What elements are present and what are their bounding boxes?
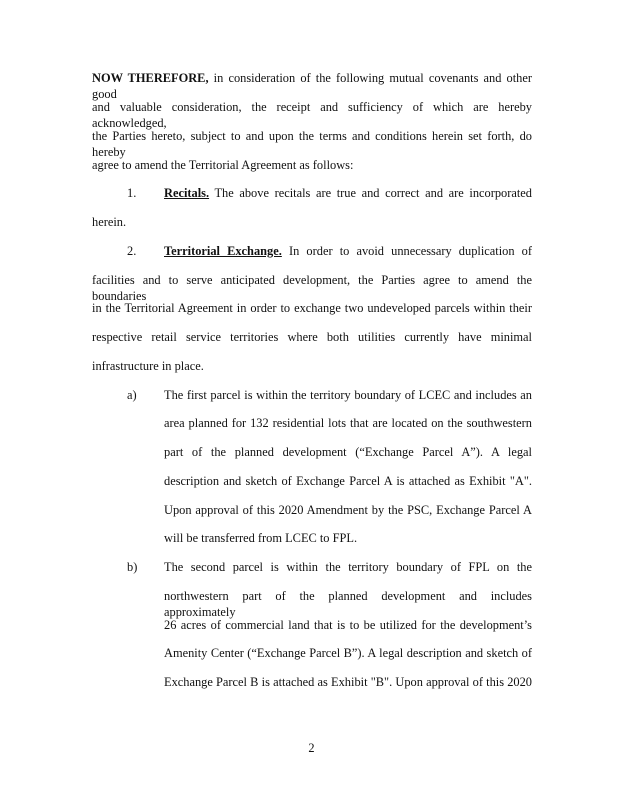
page-number: 2	[308, 741, 315, 755]
item-b-marker: b)	[127, 560, 138, 574]
section-1-line-1-text: The above recitals are true and correct and are incorporated	[209, 186, 532, 200]
item-a-line: Upon approval of this 2020 Amendment by the PSC, Exchange Parcel A	[164, 503, 532, 517]
section-1-line-2: herein.	[92, 215, 127, 229]
item-a-line: description and sketch of Exchange Parcel A is attached as Exhibit "A".	[164, 474, 532, 488]
section-2-line-1-text: In order to avoid unnecessary duplication of	[281, 244, 533, 258]
item-a-marker: a)	[127, 388, 137, 402]
item-a-line: part of the planned development (“Exchange Parcel A”). A legal	[164, 445, 532, 459]
intro-line-3: the Parties hereto, subject to and upon the terms and conditions herein set forth, do hereby	[92, 129, 532, 159]
section-1-number: 1.	[127, 186, 137, 200]
section-2-heading: Territorial Exchange.	[164, 244, 282, 258]
item-b-line: 26 acres of commercial land that is to be utilized for the development’s	[164, 618, 532, 632]
intro-lead: NOW THEREFORE,	[92, 71, 209, 85]
section-2-number: 2.	[127, 244, 137, 258]
section-2-line-2: facilities and to serve anticipated development, the Parties agree to amend the boundaries	[92, 273, 532, 303]
item-a-line: area planned for 132 residential lots that are located on the southwestern	[164, 416, 532, 430]
item-b-line: The second parcel is within the territory boundary of FPL on the	[164, 560, 532, 574]
section-1-heading: Recitals.	[164, 186, 210, 200]
intro-line-4: agree to amend the Territorial Agreement as follows:	[92, 158, 354, 172]
intro-line-2: and valuable consideration, the receipt and sufficiency of which are hereby acknowledged,	[92, 100, 532, 130]
intro-line-1	[92, 70, 532, 102]
section-2-line-3: in the Territorial Agreement in order to exchange two undeveloped parcels within their	[92, 301, 532, 315]
section-2-line-5: infrastructure in place.	[92, 359, 204, 373]
item-b-line: Amenity Center (“Exchange Parcel B”). A legal description and sketch of	[164, 646, 532, 660]
item-a-line: The first parcel is within the territory boundary of LCEC and includes an	[164, 388, 532, 402]
section-2-line-4: respective retail service territories where both utilities currently have minimal	[92, 330, 532, 344]
intro-line-1-text: in consideration of the following mutual covenants and other good	[92, 71, 533, 101]
item-b-line: Exchange Parcel B is attached as Exhibit "B". Upon approval of this 2020	[164, 675, 532, 689]
section-2-line-1	[164, 243, 532, 259]
item-b-line: northwestern part of the planned development and includes approximately	[164, 589, 532, 619]
section-1-line-1	[164, 185, 532, 201]
item-a-line: will be transferred from LCEC to FPL.	[164, 531, 358, 545]
